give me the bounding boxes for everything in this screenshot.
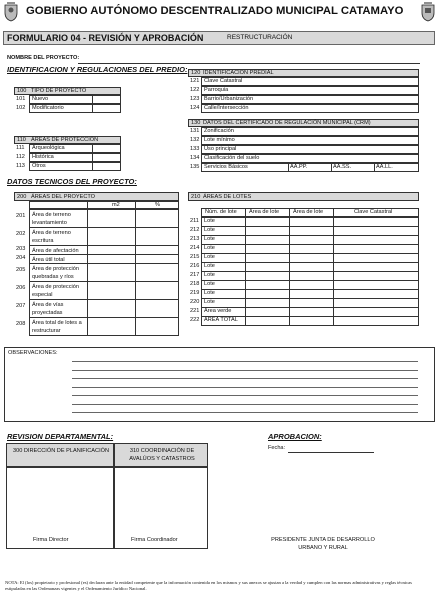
row-code: 204: [16, 255, 26, 261]
area-proyecto-row[interactable]: [29, 299, 179, 318]
row-code: 111: [16, 145, 25, 151]
section-label: TIPO DE PROYECTO: [31, 88, 87, 94]
row-code: 207: [16, 303, 26, 309]
row-label: Clasificación del suelo: [204, 155, 260, 161]
area-proyecto-row[interactable]: [29, 263, 179, 282]
section-label: IDENTIFICACION PREDIAL: [203, 70, 274, 76]
observaciones-line: [72, 370, 418, 371]
fecha-field[interactable]: [288, 452, 374, 453]
row-code: 222: [190, 317, 200, 323]
section-code: 210: [191, 194, 201, 200]
row-code: 218: [190, 281, 200, 287]
direccion-firma-box[interactable]: [6, 467, 114, 549]
observaciones-box[interactable]: [4, 347, 435, 422]
row-label: Área de vías proyectadas: [32, 302, 64, 317]
row-code: 212: [190, 227, 200, 233]
observaciones-label: OBSERVACIONES:: [8, 350, 58, 356]
tipo-modificatorio-row[interactable]: [29, 104, 121, 113]
barrio-row[interactable]: [201, 95, 419, 104]
row-code: 121: [190, 78, 200, 84]
service-aass: AA.SS.: [333, 164, 352, 170]
row-code: 215: [190, 254, 200, 260]
clasificacion-suelo-row[interactable]: [201, 154, 419, 163]
row-code: 201: [16, 213, 26, 219]
row-code: 217: [190, 272, 200, 278]
row-code: 112: [16, 154, 25, 160]
row-code: 102: [16, 105, 26, 111]
row-code: 124: [190, 105, 200, 111]
crm-header: [188, 119, 419, 127]
section-code: 120: [191, 70, 201, 76]
area-proyecto-row[interactable]: [29, 317, 179, 336]
identificacion-predial-header: [188, 69, 419, 77]
row-label: Lote: [204, 236, 215, 242]
page-title: GOBIERNO AUTÓNOMO DESCENTRALIZADO MUNICIPAL CATAMAYO: [26, 5, 404, 17]
project-name-label: NOMBRE DEL PROYECTO:: [7, 55, 80, 61]
observaciones-line: [72, 378, 418, 379]
row-label: Zonificación: [204, 128, 234, 134]
row-label: Lote: [204, 299, 215, 305]
aprobacion-heading: APROBACION:: [268, 432, 322, 441]
section-code: 130: [191, 120, 201, 126]
servicios-basicos-row[interactable]: [201, 163, 419, 172]
row-label: Área de terreno escritura: [32, 230, 71, 245]
firma-coordinador: Firma Coordinador: [131, 537, 178, 543]
observaciones-line: [72, 361, 418, 362]
presidente-label: PRESIDENTE JUNTA DE DESARROLLO URBANO Y RURAL: [271, 537, 375, 552]
row-label: Área de protección quebradas y ríos: [32, 266, 79, 281]
section-label: ÁREAS DE LOTES: [203, 194, 252, 200]
row-code: 205: [16, 267, 26, 273]
areas-lotes-header: [188, 192, 419, 201]
section-label: DATOS DEL CERTIFICADO DE REGULACIÓN MUNICIPAL (CRM): [203, 120, 371, 126]
nota-text: NOTA: El (los) propietario y profesional (es) declaran ante la entidad competente que la información contenida en los mismos y sus anexos se ajustan a la verdad y cumplen con las normas administrativas y reglas técnicas estipuladas en las Ordenanzas vigentes y el Ordenamiento Jurídico Nacional.: [5, 580, 412, 592]
row-label: Calle/Intersección: [204, 105, 249, 111]
direccion-planificacion-header: [6, 443, 114, 467]
firma-director: Firma Director: [33, 537, 69, 543]
service-aapp: AA.PP.: [290, 164, 308, 170]
col-m2: m2: [112, 202, 120, 208]
row-code: 208: [16, 321, 26, 327]
observaciones-line: [72, 395, 418, 396]
row-label: Lote: [204, 227, 215, 233]
observaciones-line: [72, 412, 418, 413]
row-label: Lote: [204, 218, 215, 224]
tipo-proyecto-header: [14, 87, 121, 95]
datos-tecnicos-heading: DATOS TECNICOS DEL PROYECTO:: [7, 177, 137, 186]
proteccion-otros-row[interactable]: [29, 162, 121, 171]
row-code: 202: [16, 231, 26, 237]
row-label: Lote: [204, 263, 215, 269]
row-code: 101: [16, 96, 26, 102]
section-label: ÁREAS DE PROTECCIÓN: [31, 137, 99, 143]
row-code: 216: [190, 263, 200, 269]
row-code: 211: [190, 218, 199, 224]
row-code: 221: [190, 308, 200, 314]
row-label: Barrio/Urbanización: [204, 96, 254, 102]
row-label: Parroquia: [204, 87, 229, 93]
row-label: Área verde: [204, 308, 232, 314]
row-label: Lote: [204, 281, 215, 287]
row-label: Lote: [204, 272, 215, 278]
form-title-bar: [3, 31, 435, 45]
row-label: Uso principal: [204, 146, 237, 152]
col-area-lote: Área de lote: [249, 209, 280, 215]
proteccion-historica-row[interactable]: [29, 153, 121, 162]
tipo-nuevo-row[interactable]: [29, 95, 121, 104]
row-label: Lote: [204, 290, 215, 296]
row-label: Otros: [32, 163, 46, 169]
row-code: 220: [190, 299, 200, 305]
coat-of-arms-right-icon: [420, 2, 436, 22]
area-proyecto-row[interactable]: [29, 209, 179, 228]
section-label: ÁREAS DEL PROYECTO: [31, 194, 96, 200]
col1-label: 300 DIRECCIÓN DE PLANIFICACIÓN: [12, 448, 110, 454]
row-code: 132: [190, 137, 200, 143]
area-proyecto-row[interactable]: [29, 281, 179, 300]
row-code: 133: [190, 146, 200, 152]
areas-proyecto-header: [14, 192, 179, 201]
row-label: Servicios Básicos: [204, 164, 248, 170]
proteccion-arqueologica-row[interactable]: [29, 144, 121, 153]
lote-minimo-row[interactable]: [201, 136, 419, 145]
row-code: 123: [190, 96, 200, 102]
coordinador-firma-box[interactable]: [114, 467, 208, 549]
areas-proteccion-header: [14, 136, 121, 144]
revision-heading: REVISION DEPARTAMENTAL:: [7, 432, 114, 441]
row-label: ÁREA TOTAL: [204, 317, 238, 323]
service-aall: AA.LL.: [376, 164, 393, 170]
observaciones-line: [72, 404, 418, 405]
row-code: 219: [190, 290, 200, 296]
section-code: 110: [17, 137, 26, 143]
row-label: Área útil total: [32, 257, 65, 263]
zonificacion-row[interactable]: [201, 127, 419, 136]
form-title: FORMULARIO 04 - REVISIÓN Y APROBACIÓN: [7, 33, 204, 43]
row-code: 203: [16, 246, 26, 252]
row-label: Modificatorio: [32, 105, 64, 111]
uso-principal-row[interactable]: [201, 145, 419, 154]
form-subtitle: RESTRUCTURACIÓN: [227, 34, 293, 41]
row-label: Área de terreno levantamiento: [32, 212, 71, 227]
row-label: Lote mínimo: [204, 137, 235, 143]
row-code: 122: [190, 87, 200, 93]
project-name-field[interactable]: [78, 63, 420, 64]
row-code: 131: [190, 128, 200, 134]
col-clave-catastral: Clave Catastral: [354, 209, 393, 215]
row-label: Histórica: [32, 154, 54, 160]
calle-row[interactable]: [201, 104, 419, 113]
col-area-lote-2: Área de lote: [293, 209, 324, 215]
area-proyecto-row[interactable]: [29, 227, 179, 246]
observaciones-line: [72, 387, 418, 388]
fecha-label: Fecha:: [268, 445, 286, 451]
row-label: Lote: [204, 254, 215, 260]
col-num-lote: Núm. de lote: [205, 209, 237, 215]
row-code: 134: [190, 155, 200, 161]
row-label: Clave Catastral: [204, 78, 243, 84]
areas-proyecto-colheader: [29, 201, 179, 209]
row-code: 206: [16, 285, 26, 291]
identificacion-heading: IDENTIFICACION Y REGULACIONES DEL PREDIO:: [7, 65, 188, 74]
lote-row[interactable]: [201, 316, 419, 326]
row-code: 213: [190, 236, 200, 242]
coat-of-arms-left-icon: [3, 2, 19, 22]
col2-label: 310 COORDINACIÓN DE AVALÚOS Y CATASTROS: [129, 448, 195, 463]
avaluos-catastros-header: [114, 443, 208, 467]
row-label: Lote: [204, 245, 215, 251]
clave-catastral-row[interactable]: [201, 77, 419, 86]
row-label: Arqueológica: [32, 145, 65, 151]
row-label: Área total de lotes a restructurar: [32, 320, 82, 335]
parroquia-row[interactable]: [201, 86, 419, 95]
col-pct: %: [155, 202, 160, 208]
row-code: 113: [16, 163, 25, 169]
row-label: Área de protección especial: [32, 284, 79, 299]
section-code: 100: [17, 88, 27, 94]
row-label: Nuevo: [32, 96, 49, 102]
areas-lotes-colheader: [201, 208, 419, 217]
row-code: 214: [190, 245, 200, 251]
row-label: Área de afectación: [32, 248, 79, 254]
row-code: 135: [190, 164, 200, 170]
section-code: 200: [17, 194, 27, 200]
